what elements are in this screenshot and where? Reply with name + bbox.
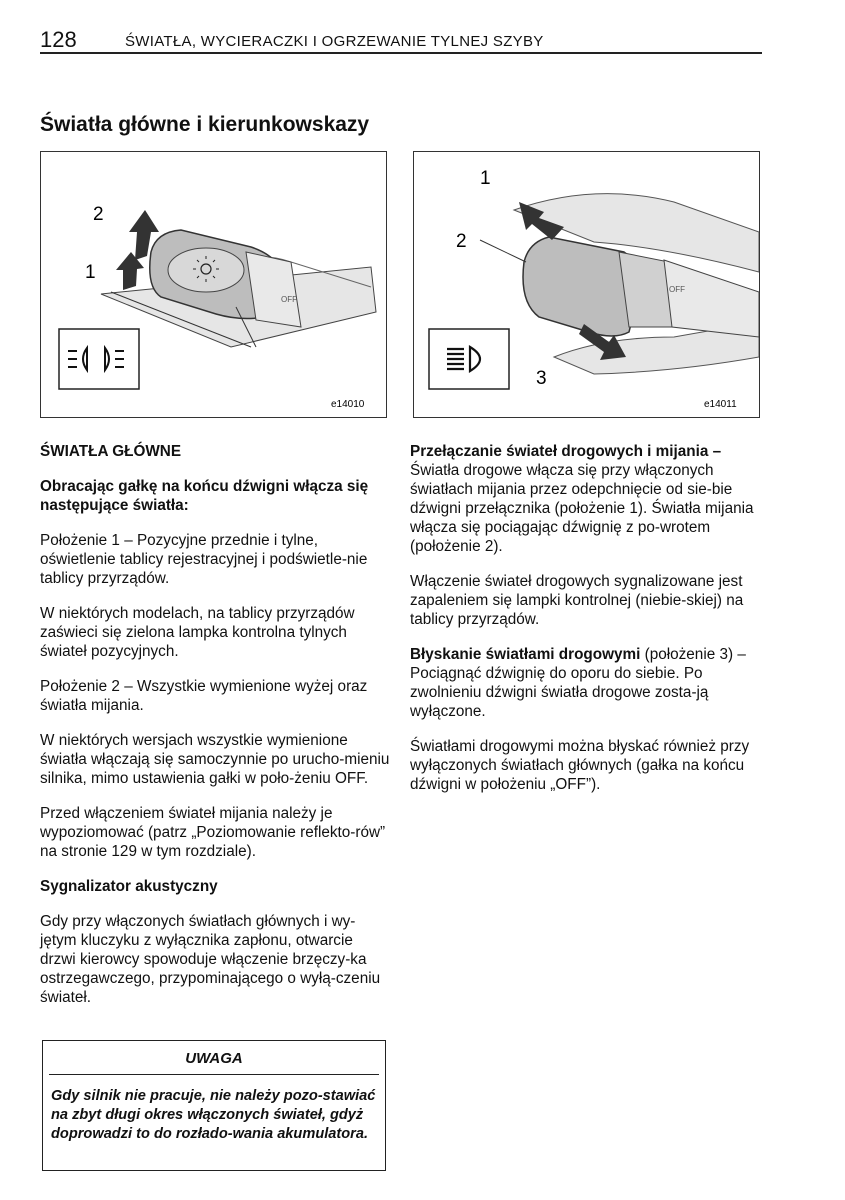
warning-text: Gdy silnik nie pracuje, nie należy pozo-stawiać na zbyt długi okres włączonych świateł, gdyż doprowadzi to do rozłado-wania akumulatora. — [51, 1088, 376, 1142]
running-title: ŚWIATŁA, WYCIERACZKI I OGRZEWANIE TYLNEJ SZYBY — [125, 33, 544, 50]
beam-switch-heading: Przełączanie świateł drogowych i mijania – — [410, 443, 722, 460]
figure-light-switch — [40, 151, 387, 418]
light-switch-illustration — [41, 152, 386, 417]
right-column — [410, 442, 760, 810]
figure-right-label-3: 3 — [536, 368, 547, 389]
warning-rule — [49, 1074, 379, 1075]
flash-off-text: Światłami drogowymi można błyskać również przy wyłączonych światłach głównych (gałka na końcu dźwigni w położeniu „OFF”). — [410, 738, 750, 793]
figure-beam-switch — [413, 151, 760, 418]
section-title: Światła główne i kierunkowskazy — [40, 113, 370, 136]
figure-right-label-2: 2 — [456, 231, 467, 252]
figure-right-label-1: 1 — [480, 168, 491, 189]
leveling-text: Przed włączeniem świateł mijania należy je wypoziomować (patrz „Poziomowanie reflekto-rów” na stronie 129 w tym rozdziale). — [40, 805, 386, 860]
left-column — [40, 442, 390, 1023]
header-rule — [40, 52, 762, 54]
horn-heading: Sygnalizator akustyczny — [40, 878, 218, 895]
flash-text: (położenie 3) – Pociągnąć dźwignię do oporu do siebie. Po zwolnieniu dźwigni światła drogowe zosta-ją wyłączone. — [410, 646, 746, 720]
beam-switch-text: Światła drogowe włącza się przy włączonych światłach mijania przez odepchnięcie od sie-bie dźwigni przełącznika (położenie 1). Światła mijania włącza się pociągając dźwignię z po-wrotem (położenie 2). — [410, 462, 754, 555]
horn-text: Gdy przy włączonych światłach głównych i wy-jętym kluczyku z wyłącznika zapłonu, otwarcie drzwi kierowcy spowoduje włączenie brzęczy-ka ostrzegawczego, przypominającego o wyłą-czeniu świateł. — [40, 913, 381, 1006]
warning-title: UWAGA — [185, 1050, 243, 1067]
figure-left-code: e14010 — [331, 399, 365, 410]
position-1-text: Położenie 1 – Pozycyjne przednie i tylne, oświetlenie tablicy rejestracyjnej i podświetle-nie tablicy przyrządów. — [40, 532, 368, 587]
flash-heading: Błyskanie światłami drogowymi — [410, 646, 641, 663]
pilot-lamp-text: W niektórych modelach, na tablicy przyrządów zaświeci się zielona lampka kontrolna tylnych świateł pozycyjnych. — [40, 605, 355, 660]
figure-right-code: e14011 — [704, 399, 737, 410]
figure-left-label-2: 2 — [93, 204, 104, 225]
warning-box — [42, 1040, 386, 1171]
low-beam-heading: ŚWIATŁA GŁÓWNE — [40, 443, 182, 460]
beam-switch-illustration — [414, 152, 759, 417]
flash-paragraph — [410, 645, 760, 721]
knob-intro: Obracając gałkę na końcu dźwigni włącza się następujące światła: — [40, 478, 369, 514]
svg-text:OFF: OFF — [281, 295, 297, 304]
position-2-text: Położenie 2 – Wszystkie wymienione wyżej oraz światła mijania. — [40, 678, 368, 714]
auto-lights-text: W niektórych wersjach wszystkie wymienione światła włączają się samoczynnie po urucho-mieniu silnika, mimo ustawienia gałki w poło-żeniu OFF. — [40, 732, 390, 787]
page-number: 128 — [40, 27, 77, 52]
indicator-text: Włączenie świateł drogowych sygnalizowane jest zapaleniem się lampki kontrolnej (niebie-skiej) na tablicy przyrządów. — [410, 573, 744, 628]
beam-switch-paragraph — [410, 442, 760, 556]
svg-text:OFF: OFF — [669, 285, 685, 294]
figure-left-label-1: 1 — [85, 262, 96, 283]
